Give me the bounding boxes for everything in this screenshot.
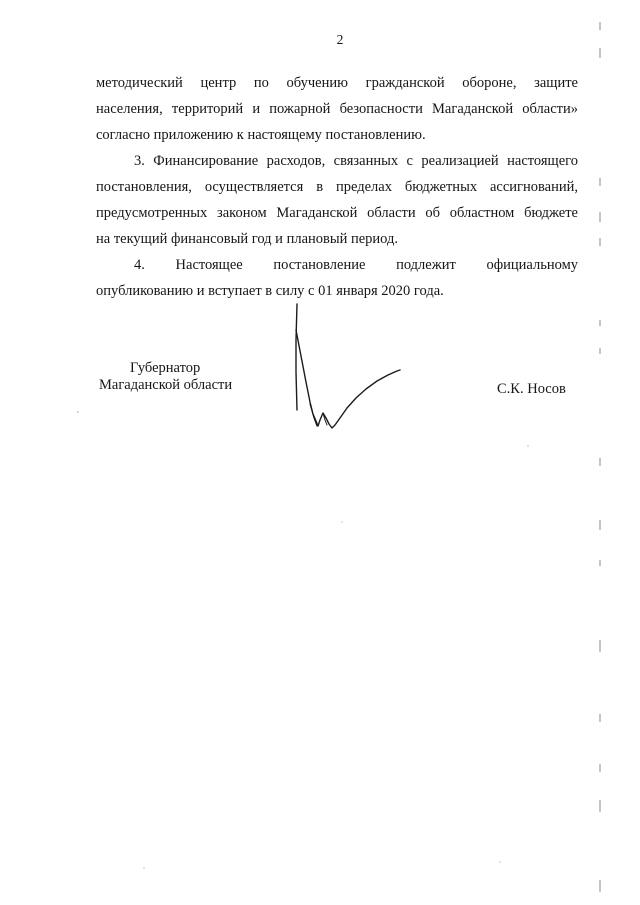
paragraph-3-line-3: предусмотренных законом Магаданской области об областном бюджете (96, 205, 578, 221)
paragraph-3-line-2: постановления, осуществляется в пределах бюджетных ассигнований, (96, 179, 578, 195)
paragraph-3-line-4: на текущий финансовый год и плановый период. (96, 231, 399, 247)
signature-name: С.К. Носов (497, 381, 566, 397)
paragraph-2-line-2: населения, территорий и пожарной безопасности Магаданской области» (96, 101, 578, 117)
signature-position-line-2: Магаданской области (99, 377, 233, 393)
paragraph-2-line-1: методический центр по обучению гражданской обороне, защите (96, 75, 578, 91)
page-number: 2 (336, 32, 344, 47)
signature-position-line-1: Губернатор (130, 360, 201, 376)
paragraph-2-line-3: согласно приложению к настоящему постановлению. (96, 127, 426, 143)
paragraph-4-line-2: опубликованию и вступает в силу с 01 января 2020 года. (96, 283, 444, 299)
paragraph-4-line-1: 4. Настоящее постановление подлежит официальному (134, 257, 578, 273)
paragraph-3-line-1: 3. Финансирование расходов, связанных с реализацией настоящего (134, 153, 578, 169)
